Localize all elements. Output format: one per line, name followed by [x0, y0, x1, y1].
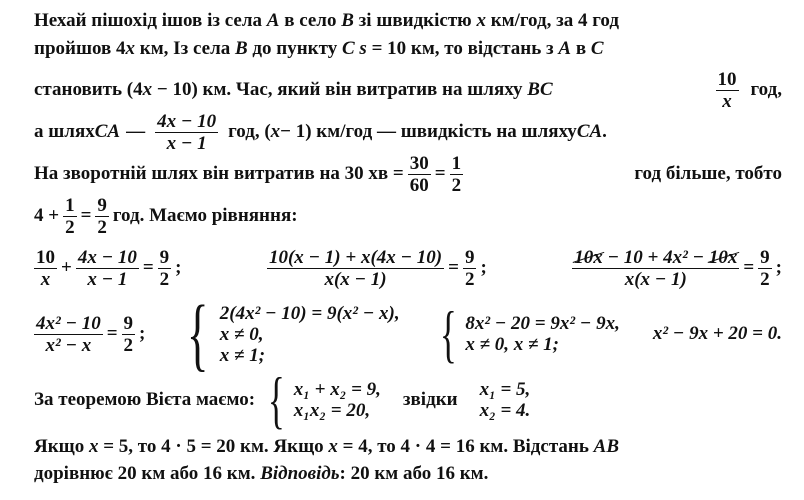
- vieta-row: [34, 364, 782, 435]
- brace-icon: {: [267, 364, 285, 435]
- vieta-label: За теоремою Вієта маємо:: [34, 389, 256, 410]
- system-2: { 8x² − 20 = 9x² − 9x, x ≠ 0, x ≠ 1;: [439, 298, 620, 369]
- conclusion-line-1: Якщо x = 5, то 4 · 5 = 20 км. Якщо x = 4, то 4 · 4 = 16 км. Відстань AB: [34, 436, 620, 457]
- brace-icon: {: [187, 288, 209, 379]
- fraction-9-over-2: $\frac{9}{2}$: [97, 194, 107, 238]
- fraction-1-over-2: $\frac{1}{2}$: [451, 152, 462, 196]
- fraction-1-over-2-b: $\frac{1}{2}$: [65, 194, 75, 238]
- intro-line-4: а шлях CA — 4x − 10 x − 1 год, ( x − 1) км/год — швидкість на шляху CA .: [34, 110, 607, 154]
- fraction-10-over-x: 10 x: [717, 68, 737, 112]
- intro-line-5: На зворотній шлях він витратив на 30 хв = $\frac{30}{60}$ = $\frac{1}{2}$ год більше, тобто: [34, 152, 782, 196]
- vieta-roots: x₁ = 5, x₂ = 4.: [479, 379, 531, 421]
- equation-4: $\frac{\text{4x² − 10}}{\text{x² − x}}$ = $\frac{9}{2}$ ;: [36, 312, 146, 356]
- intro-line-1-text: Нехай пішохід ішов із села A в село B зі швидкістю x км/год, за 4 год: [34, 10, 619, 31]
- conclusion-line-2: дорівнює 20 км або 16 км. Відповідь: 20 км або 16 км.: [34, 463, 489, 484]
- equations-row-2: [34, 288, 782, 379]
- vieta-system: { x₁ + x₂ = 9, x₁x₂ = 20,: [267, 364, 381, 435]
- intro-line-3: становить (4x − 10) км. Час, який він витратив на шляху BC 10 x год,: [34, 68, 782, 112]
- equation-3: $\frac{\text{10x − 10 + 4x² − 10x}}{x(x - 1)}$ = $\frac{9}{2}$ ;: [574, 246, 782, 290]
- fraction-30-over-60: $\frac{30}{60}$: [409, 152, 429, 196]
- system-1: { 2(4x² − 10) = 9(x² − x), x ≠ 0, x ≠ 1;: [187, 288, 400, 379]
- whence-label: звідки: [402, 389, 458, 410]
- equations-row-1: [34, 242, 782, 294]
- fraction-4x-minus-10-over-x-minus-1: 4x − 10 x − 1: [157, 110, 217, 154]
- answer-label: Відповідь: [260, 463, 340, 484]
- equation-1: 10 x + $\frac{4x - 10}{x - 1}$ = $\frac{9}{2}$ ;: [36, 246, 182, 290]
- intro-line-1: [34, 10, 782, 32]
- equation-5: x² − 9x + 20 = 0.: [652, 323, 782, 344]
- brace-icon: {: [439, 298, 457, 369]
- equation-2: $\frac{10(x - 1) + x(4x - 10)}{x(x - 1)}$ = $\frac{9}{2}$ ;: [268, 246, 487, 290]
- intro-line-6: 4 + $\frac{1}{2}$ = $\frac{9}{2}$ год. Маємо рівняння:: [34, 194, 298, 238]
- intro-line-2: пройшов 4x км, Із села B до пункту C s = 10 км, то відстань з A в C: [34, 38, 604, 59]
